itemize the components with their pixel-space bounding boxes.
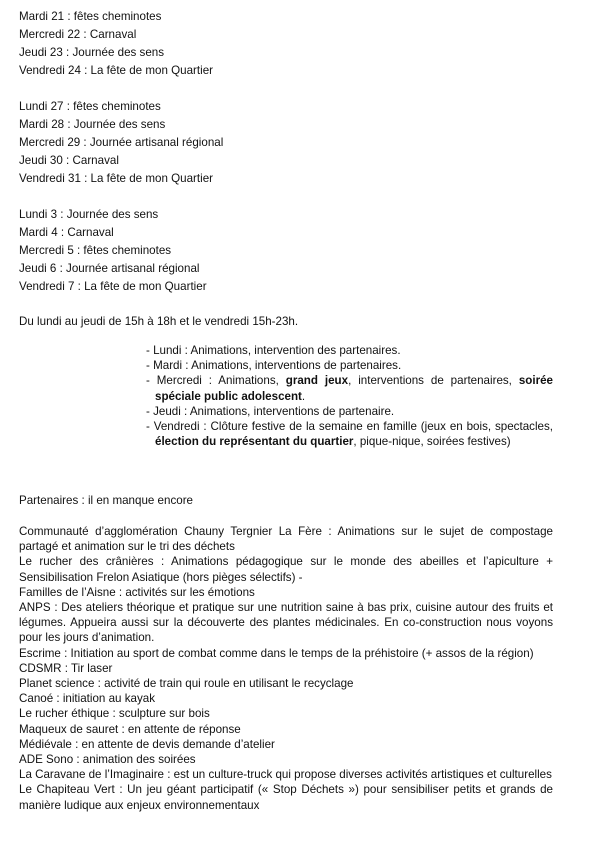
schedule-line: Vendredi 7 : La fête de mon Quartier	[19, 280, 207, 293]
schedule-line: Mardi 4 : Carnaval	[19, 226, 114, 239]
partner-entry: Le rucher des crânières : Animations pédagogique sur le monde des abeilles et l’apiculture + Sensibilisation Frelon Asiatique (hors pièges sélectifs) -	[19, 555, 553, 584]
schedule-line: Vendredi 24 : La fête de mon Quartier	[19, 64, 213, 77]
schedule-line: Mercredi 29 : Journée artisanal régional	[19, 136, 224, 149]
partner-entry: Maqueux de sauret : en attente de réponse	[19, 722, 241, 736]
program-item-mardi: - Mardi : Animations, interventions de partenaires.	[146, 359, 402, 373]
schedule-line: Mercredi 22 : Carnaval	[19, 28, 137, 41]
schedule-line: Lundi 27 : fêtes cheminotes	[19, 100, 161, 113]
schedule-line: Mercredi 5 : fêtes cheminotes	[19, 244, 172, 257]
schedule-line: Mardi 21 : fêtes cheminotes	[19, 10, 162, 23]
partner-entry: Familles de l’Aisne : activités sur les émotions	[19, 585, 255, 599]
schedule-line: Jeudi 6 : Journée artisanal régional	[19, 262, 200, 275]
partner-entry: CDSMR : Tir laser	[19, 661, 113, 675]
partners-heading: Partenaires : il en manque encore	[19, 494, 194, 507]
program-list	[146, 343, 553, 449]
schedule-line: Vendredi 31 : La fête de mon Quartier	[19, 172, 213, 185]
partner-entry: Le rucher éthique : sculpture sur bois	[19, 707, 210, 721]
partner-entry: Planet science : activité de train qui roule en utilisant le recyclage	[19, 677, 354, 691]
partner-entry: La Caravane de l’Imaginaire : est un culture-truck qui propose diverses activités artistiques et culturelles	[19, 768, 552, 782]
schedule-line: Mardi 28 : Journée des sens	[19, 118, 166, 131]
opening-hours: Du lundi au jeudi de 15h à 18h et le vendredi 15h-23h.	[19, 315, 299, 328]
partner-entry: ADE Sono : animation des soirées	[19, 753, 196, 767]
program-item-lundi: - Lundi : Animations, intervention des partenaires.	[146, 344, 401, 357]
partner-entry: Canoé : initiation au kayak	[19, 692, 155, 706]
partner-entry: Communauté d’agglomération Chauny Tergnier La Fère : Animations sur le sujet de compostage partagé et animation sur le tri des déchets	[19, 525, 553, 554]
partner-entry: Médiévale : en attente de devis demande d’atelier	[19, 737, 275, 751]
schedule-line: Jeudi 23 : Journée des sens	[19, 46, 165, 59]
partners-list	[19, 524, 553, 813]
program-item-jeudi: - Jeudi : Animations, interventions de partenaire.	[146, 404, 395, 418]
program-item-vendredi: - Vendredi : Clôture festive de la semaine en famille (jeux en bois, spectacles, élection du représentant du quartier, pique-nique, soirées festives)	[146, 420, 553, 449]
program-item-mercredi: - Mercredi : Animations, grand jeux, interventions de partenaires, soirée spéciale public adolescent.	[146, 374, 553, 403]
schedule-line: Lundi 3 : Journée des sens	[19, 208, 159, 221]
schedule-line: Jeudi 30 : Carnaval	[19, 154, 119, 167]
partner-entry: Le Chapiteau Vert : Un jeu géant participatif (« Stop Déchets ») pour sensibiliser petits et grands de manière ludique aux enjeux environnementaux	[19, 783, 553, 812]
partner-entry: ANPS : Des ateliers théorique et pratique sur une nutrition saine à bas prix, cuisine autour des fruits et légumes. Appueira aussi sur la découverte des plantes médicinales. En co-construction nous voyons pour les jours d’animation.	[19, 601, 553, 645]
partner-entry: Escrime : Initiation au sport de combat comme dans le temps de la préhistoire (+ assos de la région)	[19, 646, 534, 660]
